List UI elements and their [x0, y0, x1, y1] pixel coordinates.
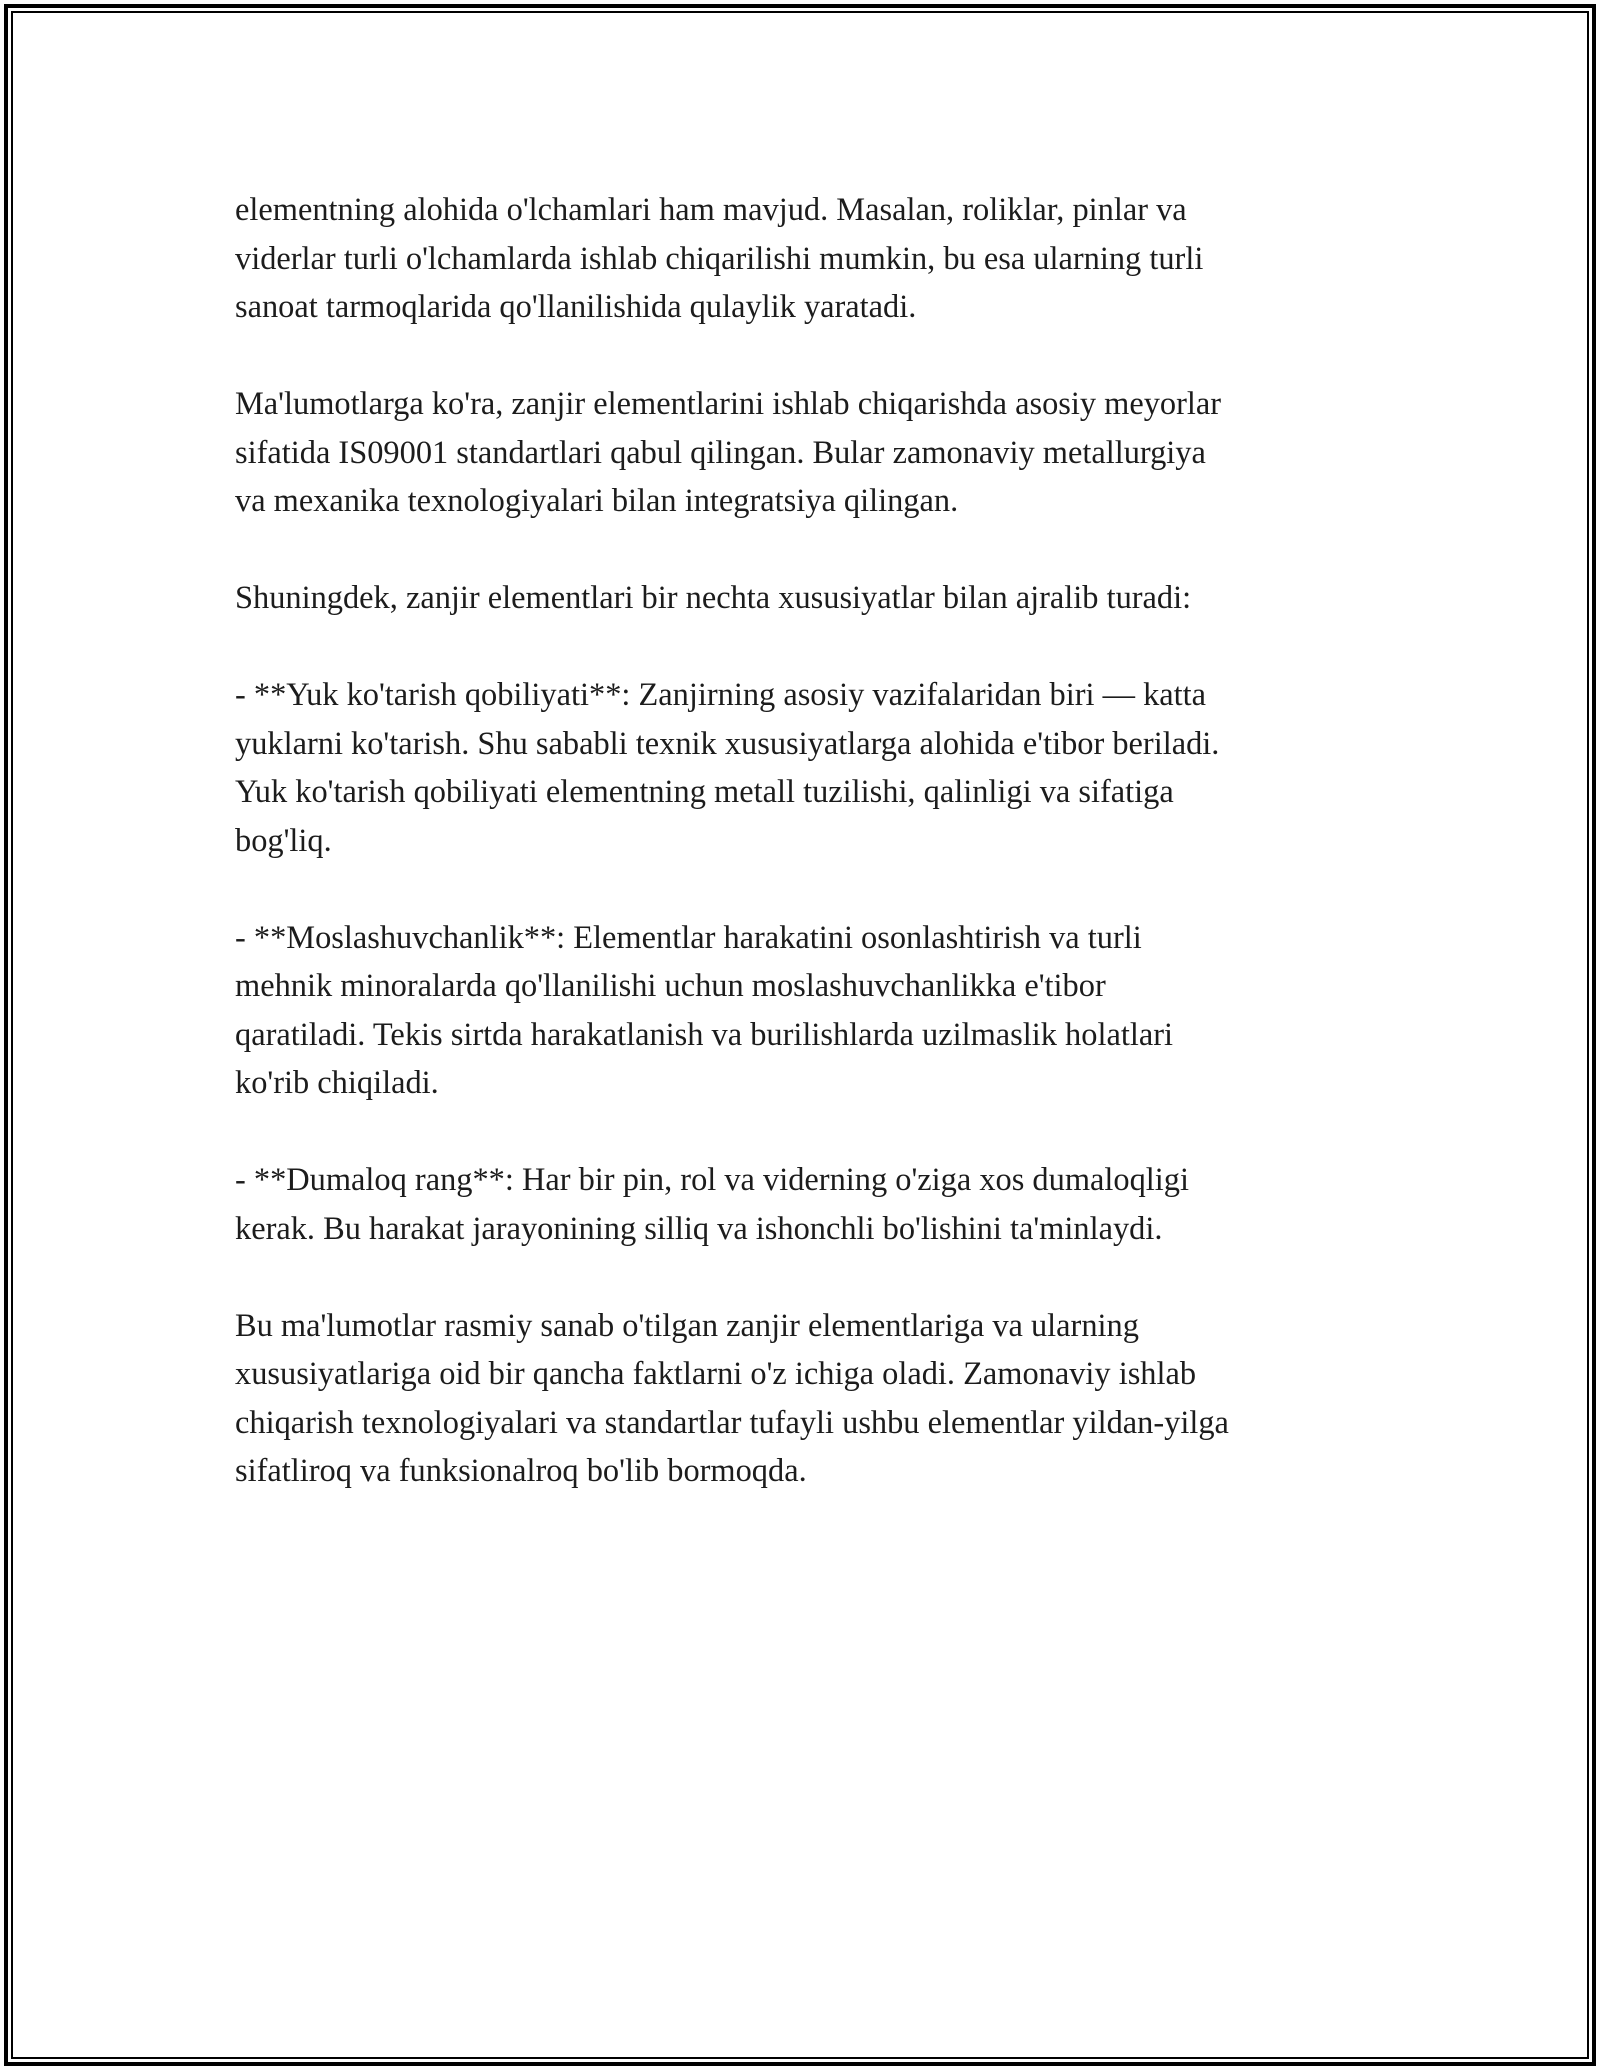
list-item-roundness: - **Dumaloq rang**: Har bir pin, rol va viderning o'ziga xos dumaloqligi kerak. Bu harakat jarayonining silliq va ishonchli bo'lishini ta'minlaydi.	[235, 1162, 1189, 1247]
paragraph-features-lead: Shuningdek, zanjir elementlari bir nechta xususiyatlar bilan ajralib turadi:	[235, 580, 1192, 616]
list-item-flexibility: - **Moslashuvchanlik**: Elementlar harakatini osonlashtirish va turli mehnik minoralarda qo'llanilishi uchun moslashuvchanlikka e'tibor qaratiladi. Tekis sirtda harakatlanish va burilishlarda uzilmaslik holatlari ko'rib chiqiladi.	[235, 919, 1173, 1101]
paragraph-conclusion: Bu ma'lumotlar rasmiy sanab o'tilgan zanjir elementlariga va ularning xususiyatlariga oid bir qancha faktlarni o'z ichiga oladi. Zamonaviy ishlab chiqarish texnologiyalari va standartlar tufayli ushbu elementlar yildan-yilga sifatliroq va funksionalroq bo'lib bormoqda.	[235, 1307, 1229, 1489]
paragraph-standards: Ma'lumotlarga ko'ra, zanjir elementlarini ishlab chiqarishda asosiy meyorlar sifatida IS09001 standartlari qabul qilingan. Bular zamonaviy metallurgiya va mexanika texnologiyalari bilan integratsiya qilingan.	[235, 386, 1222, 519]
document-body	[235, 186, 1365, 1544]
paragraph-intro: elementning alohida o'lchamlari ham mavjud. Masalan, roliklar, pinlar va viderlar turli o'lchamlarda ishlab chiqarilishi mumkin, bu esa ularning turli sanoat tarmoqlarida qo'llanilishida qulaylik yaratadi.	[235, 192, 1204, 325]
list-item-load-capacity: - **Yuk ko'tarish qobiliyati**: Zanjirning asosiy vazifalaridan biri — katta yuklarni ko'tarish. Shu sababli texnik xususiyatlarga alohida e'tibor beriladi. Yuk ko'tarish qobiliyati elementning metall tuzilishi, qalinligi va sifatiga bog'liq.	[235, 677, 1220, 859]
